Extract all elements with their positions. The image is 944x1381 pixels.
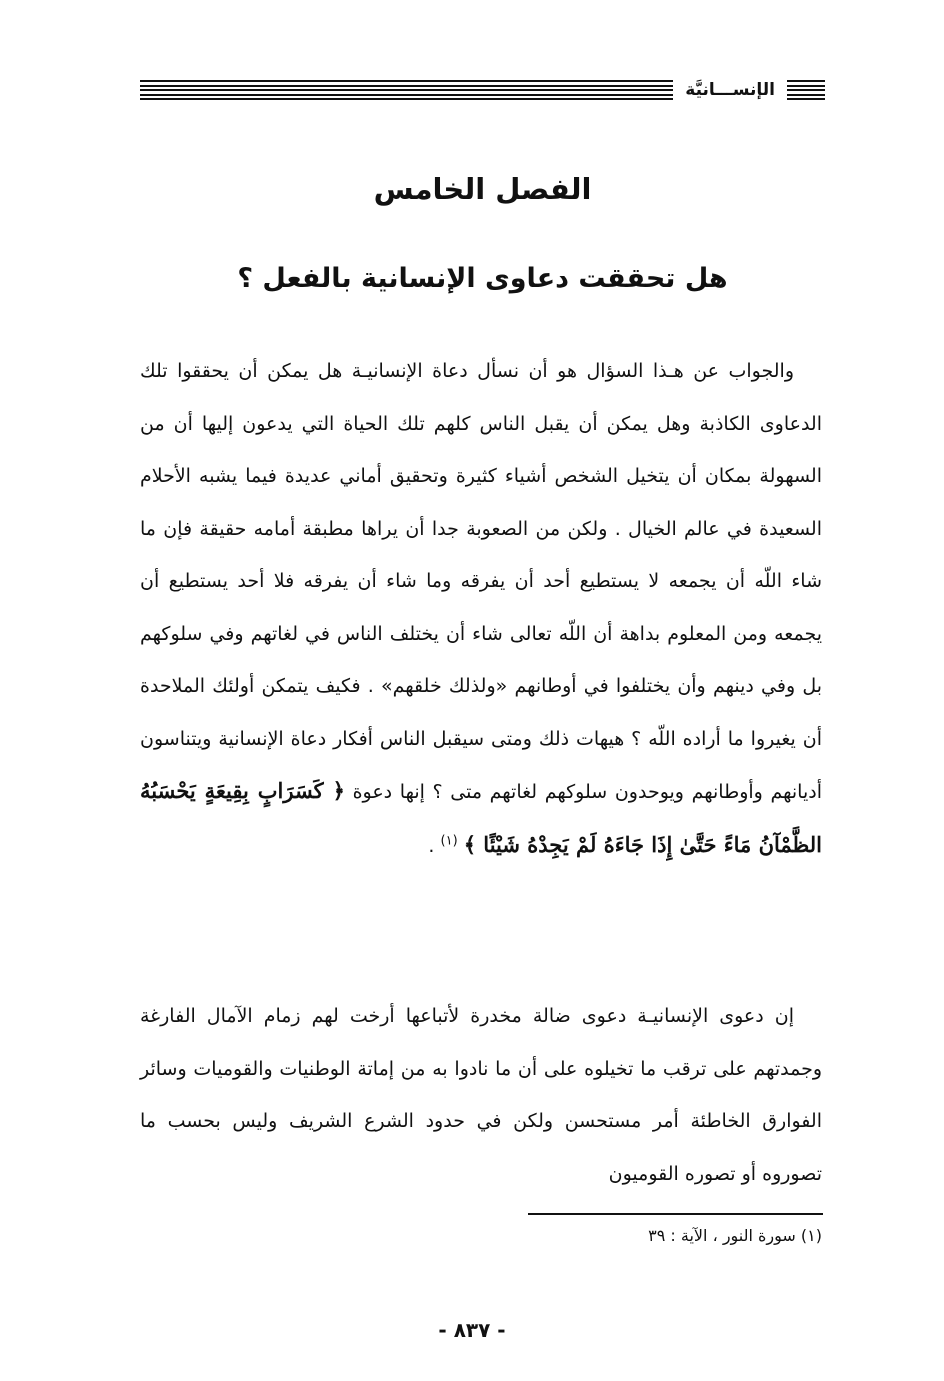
footnote-1: (١) سورة النور ، الآية : ٣٩ bbox=[648, 1226, 822, 1245]
paragraph-1-text: والجواب عن هـذا السؤال هو أن نسأل دعاة الإنسانيـة هل يمكن أن يحققوا تلك الدعاوى الكاذبة وهل يمكن أن يقبل الناس كلهم تلك الحياة التي يدعون إليها أن من السهولة بمكان أن يتخيل الشخص أشياء كثيرة وتحقيق أماني عديدة فيما يشبه الأحلام السعيدة في عالم الخيال . ولكن من الصعوبة جدا أن يراها مطبقة أمامه حقيقة فإن ما شاء اللّه أن يجمعه لا يستطيع أحد أن يفرقه وما شاء أن يفرقه فلا أحد يستطيع أن يجمعه ومن المعلوم بداهة أن اللّه تعالى شاء أن يختلف الناس في لغاتهم وفي سلوكهم بل وفي دينهم وأن يختلفوا في أوطانهم «ولذلك خلقهم» . فكيف يتمكن أولئك الملاحدة أن يغيروا ما أراده اللّه ؟ هيهات ذلك ومتى سيقبل الناس أفكار دعاة الإنسانية ويتناسون أديانهم وأوطانهم ويوحدون سلوكهم لغاتهم متى ؟ إنها دعوة bbox=[140, 360, 822, 803]
footnote-reference: (١) bbox=[440, 833, 458, 849]
header-rule-left bbox=[140, 80, 673, 100]
section-title: هل تحققت دعاوى الإنسانية بالفعل ؟ bbox=[237, 263, 728, 294]
running-header bbox=[140, 78, 825, 102]
chapter-title: الفصل الخامس bbox=[373, 172, 592, 206]
footnote-separator bbox=[528, 1213, 823, 1215]
header-rule-right bbox=[787, 80, 825, 100]
body-paragraph-1 bbox=[140, 345, 822, 872]
page-number: - ٨٣٧ - bbox=[438, 1318, 506, 1342]
running-header-title: الإنســـانيَّة bbox=[685, 80, 775, 100]
paragraph-1-end: . bbox=[428, 834, 435, 857]
body-paragraph-2: إن دعوى الإنسانيـة دعوى ضالة مخدرة لأتباعها أرخت لهم زمام الآمال الفارغة وجمدتهم على ترقب ما تخيلوه على أن ما نادوا به من إماتة الوطنيات والقوميات وسائر الفوارق الخاطئة أمر مستحسن ولكن في حدود الشرع الشريف وليس بحسب ما تصوروه أو تصوره القوميون bbox=[140, 1005, 822, 1185]
quran-verse: ﴿ كَسَرَابٍ بِقِيعَةٍ يَحْسَبُهُ الظَّمْآنُ مَاءً حَتَّىٰ إِذَا جَاءَهُ لَمْ يَجِدْهُ شَيْئًا ﴾ bbox=[140, 778, 822, 857]
